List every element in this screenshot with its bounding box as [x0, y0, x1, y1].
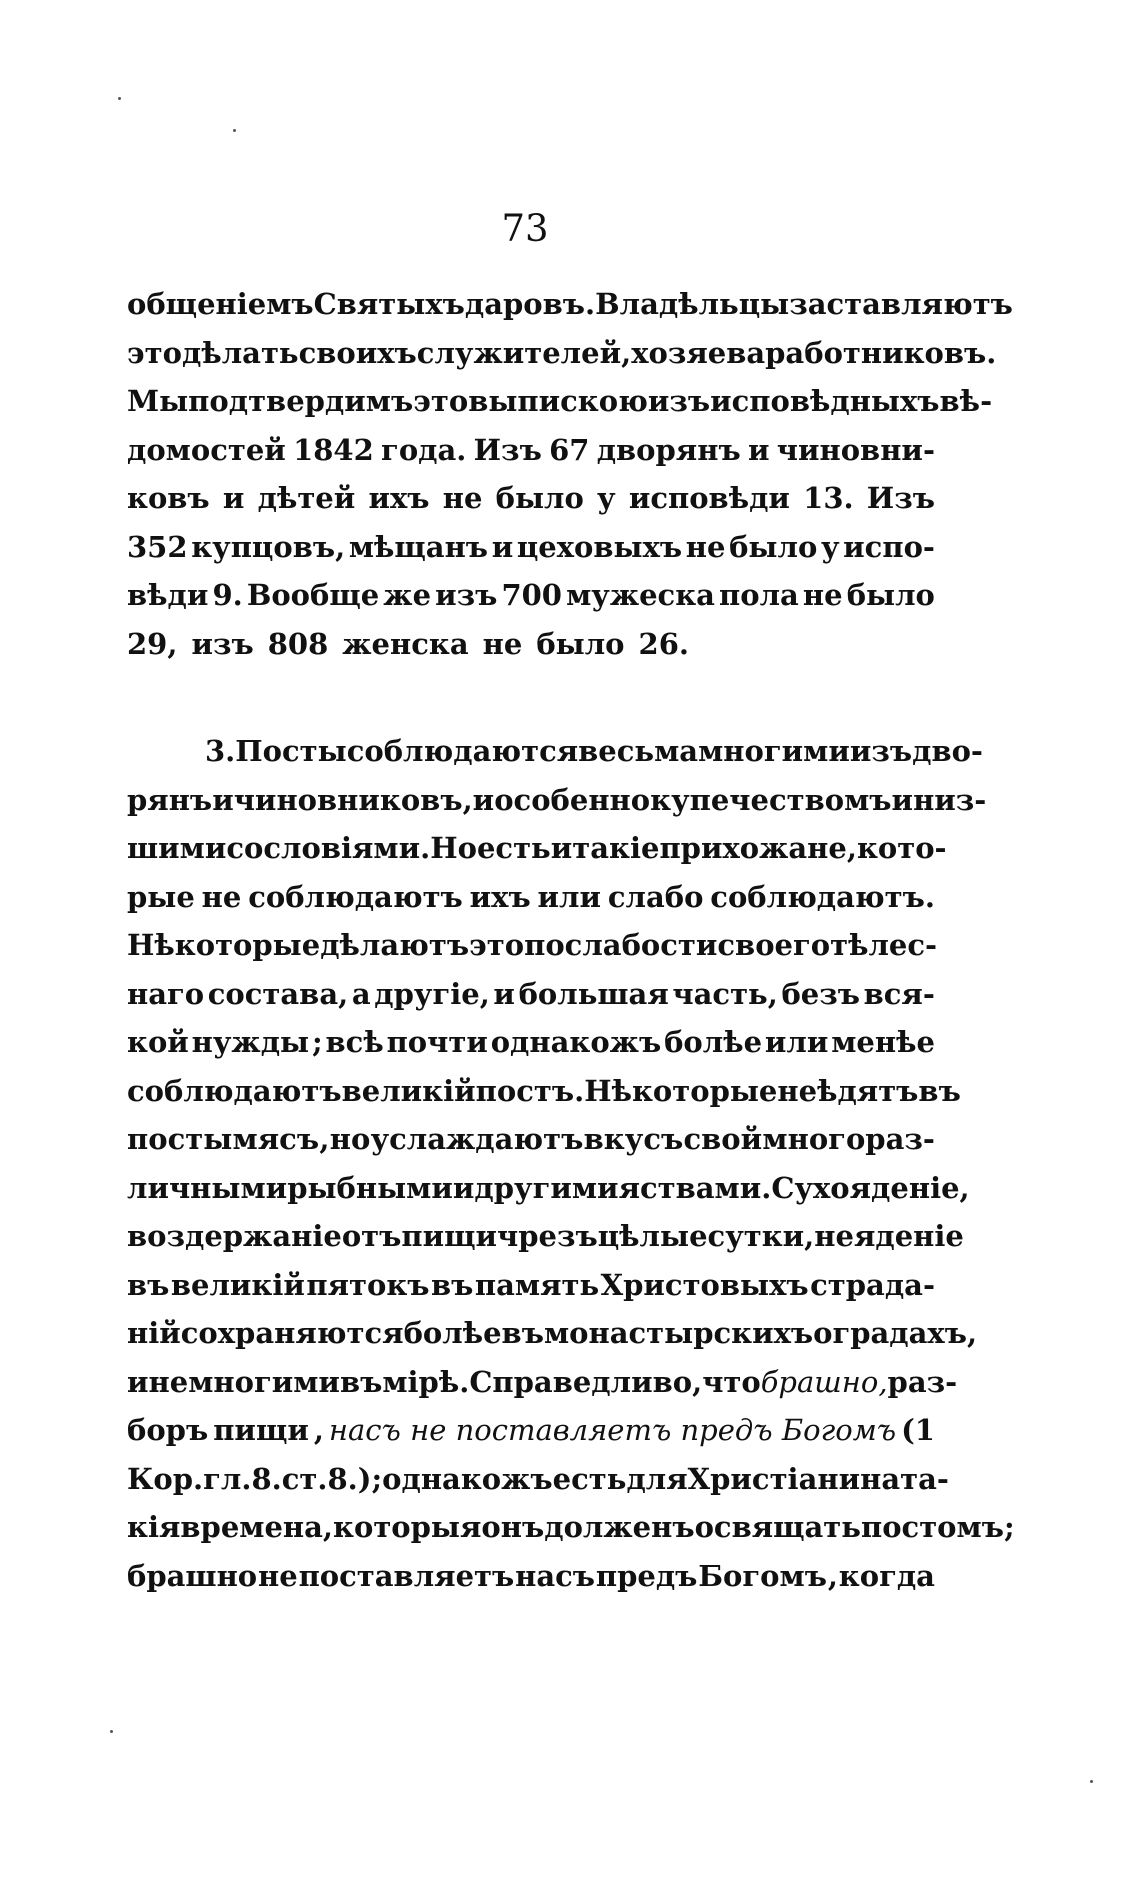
word: раз- — [887, 1364, 958, 1399]
word: слабо — [607, 879, 704, 914]
word: Сухояденіе, — [771, 1170, 970, 1205]
word: ковъ — [127, 481, 210, 515]
word: неяденіе — [814, 1219, 964, 1253]
word: не — [258, 1558, 298, 1593]
word: ѣдятъ — [817, 1073, 919, 1108]
word: брашно, — [760, 1364, 888, 1399]
word: отъ — [341, 1219, 402, 1253]
paragraph-2 — [127, 727, 1015, 1600]
word: по — [524, 928, 565, 962]
text-line — [127, 1164, 970, 1213]
word: исповѣди — [628, 481, 790, 515]
word: дворянъ — [596, 432, 741, 467]
word: работниковъ. — [765, 335, 997, 370]
word: пищи — [213, 1413, 309, 1447]
text-line — [127, 1406, 935, 1455]
word: брашно — [127, 1558, 258, 1593]
word: низ- — [913, 782, 987, 817]
text-line — [127, 1455, 949, 1504]
word: та- — [900, 1461, 949, 1496]
word: женска — [342, 626, 469, 661]
word: насъ не поставляетъ предъ Богомъ — [328, 1413, 897, 1447]
word: Нѣкоторые — [127, 928, 321, 962]
word: цеховыхъ — [516, 529, 683, 564]
word: у — [597, 481, 616, 515]
word: вся- — [863, 976, 935, 1011]
word: яствами. — [618, 1170, 772, 1205]
word: большая — [518, 976, 669, 1011]
text-line — [127, 329, 997, 378]
word: чиновниковъ, — [233, 782, 473, 817]
word: рые — [127, 879, 195, 914]
word: многораз- — [762, 1122, 935, 1156]
word: постъ. — [475, 1073, 585, 1108]
word: изъ — [647, 384, 711, 418]
text-line — [127, 727, 983, 776]
word: это — [413, 384, 469, 418]
text-line — [127, 1018, 935, 1067]
word: и — [472, 782, 495, 817]
word: , — [319, 1122, 330, 1156]
word: сутки, — [707, 1219, 815, 1253]
word: дѣлаютъ — [320, 928, 470, 962]
text-line — [127, 776, 987, 825]
word: весьма — [578, 734, 699, 768]
word: Посты — [235, 734, 347, 768]
word: не — [201, 879, 242, 914]
word: 26. — [638, 626, 689, 661]
word: 808 — [267, 626, 329, 661]
word: и — [747, 432, 770, 467]
word: изъ — [435, 578, 498, 612]
word: нужды — [191, 1025, 310, 1059]
word: Изъ — [866, 481, 935, 515]
word: въ — [431, 1267, 474, 1302]
word: въ — [918, 1073, 961, 1108]
word: подтвердимъ — [188, 384, 414, 418]
word: купцовъ, — [191, 529, 346, 564]
word: ст. — [281, 1461, 328, 1496]
word: которыя — [333, 1510, 482, 1544]
text-line — [127, 1358, 958, 1407]
text-line — [127, 1503, 1015, 1552]
text-line — [127, 1067, 961, 1116]
word: прихожане, — [659, 831, 857, 865]
word: многими — [698, 734, 850, 768]
word: шими — [127, 831, 227, 865]
word: но — [329, 1122, 371, 1156]
word: особенно — [494, 782, 651, 817]
word: дѣтей — [257, 481, 356, 515]
print-speck — [118, 97, 121, 100]
word: долженъ — [544, 1510, 695, 1544]
word: 13. — [803, 481, 854, 515]
word: пола — [719, 578, 799, 612]
word: купечествомъ — [650, 782, 892, 817]
word: и — [891, 782, 914, 817]
text-line — [127, 1309, 978, 1358]
word: дѣлать — [181, 335, 299, 370]
word: однакожъ — [490, 1025, 662, 1059]
word: Справедливо, — [469, 1364, 703, 1399]
word: вѣди — [127, 578, 209, 612]
word: не — [685, 529, 726, 564]
word: оградахъ, — [813, 1316, 978, 1350]
word: не — [482, 626, 523, 661]
word: 700 — [501, 578, 562, 612]
word: Вообще — [246, 578, 380, 612]
word: освящать — [694, 1510, 861, 1544]
word: 3. — [205, 734, 236, 768]
text-line — [127, 1261, 935, 1310]
word: въ — [339, 1364, 383, 1399]
word: почти — [386, 1025, 488, 1059]
word: однакожъ — [382, 1461, 553, 1496]
word: , — [827, 1558, 838, 1593]
word: Но — [430, 831, 477, 865]
word: что — [702, 1364, 761, 1399]
word: и — [212, 782, 234, 817]
text-line — [127, 523, 935, 572]
word: кой — [127, 1025, 189, 1059]
word: было — [729, 529, 818, 564]
word: Святыхъ — [313, 287, 465, 321]
word: менѣе — [831, 1025, 935, 1059]
word: Христіанина — [687, 1461, 901, 1496]
word: есть — [552, 1461, 627, 1496]
word: другими — [474, 1170, 619, 1205]
word: Нѣкоторые — [584, 1073, 778, 1108]
word: не — [802, 578, 843, 612]
word: заставляютъ — [789, 287, 1013, 321]
word: въ — [127, 1267, 170, 1302]
word: и — [452, 1170, 475, 1205]
word: рянъ — [127, 782, 213, 817]
print-speck — [110, 1730, 113, 1733]
word: 29, — [127, 626, 178, 661]
word: это — [469, 928, 525, 962]
word: соблюдаютъ. — [710, 879, 935, 914]
word: сохраняются — [180, 1316, 404, 1350]
word: такіе — [572, 831, 660, 865]
word: мясъ — [232, 1122, 320, 1156]
word: онъ — [481, 1510, 545, 1544]
word: же — [383, 578, 432, 612]
word: 8.); — [327, 1461, 383, 1496]
print-speck — [233, 129, 236, 132]
text-line — [127, 377, 993, 426]
print-speck — [1090, 1780, 1093, 1783]
word: цѣлые — [597, 1219, 708, 1253]
word: свой — [683, 1122, 763, 1156]
word: выпискою — [468, 384, 648, 418]
word: было — [495, 481, 584, 515]
page-number: 73 — [501, 207, 549, 250]
word: изъ — [849, 734, 913, 768]
text-line — [127, 474, 935, 523]
word: или — [537, 879, 601, 914]
text-line — [127, 571, 935, 620]
word: не — [777, 1073, 818, 1108]
word: Владѣльцы — [595, 287, 790, 321]
word: ихъ — [368, 481, 430, 515]
text-line — [127, 1212, 964, 1261]
word: 9. — [212, 578, 243, 612]
word: поставляетъ — [298, 1558, 515, 1593]
word: 352 — [127, 529, 188, 564]
word: предъ — [595, 1558, 698, 1593]
paragraph-1 — [127, 280, 1013, 668]
word: служителей, — [416, 335, 632, 370]
word: когда — [838, 1558, 935, 1593]
word: ; — [311, 1025, 323, 1059]
word: монастырскихъ — [543, 1316, 814, 1350]
word: года. — [381, 432, 467, 467]
word: 67 — [549, 432, 590, 467]
word: чиновни- — [776, 432, 935, 467]
word: постомъ; — [860, 1510, 1015, 1544]
word: слабости — [564, 928, 718, 962]
word: , — [313, 1413, 324, 1447]
word: сословіями. — [226, 831, 431, 865]
word: хозяева — [631, 335, 766, 370]
word: исповѣдныхъ — [710, 384, 940, 418]
word: чрезъ — [497, 1219, 598, 1253]
word: и — [493, 976, 515, 1011]
word: а — [351, 976, 371, 1011]
word: болѣе — [664, 1025, 763, 1059]
text-line — [127, 426, 935, 475]
word: тѣлес- — [830, 928, 938, 962]
word: 8. — [251, 1461, 282, 1496]
word: и — [222, 481, 245, 515]
word: своего — [717, 928, 831, 962]
word: и — [550, 831, 573, 865]
word: кото- — [856, 831, 947, 865]
word: часть, — [672, 976, 778, 1011]
text-line — [127, 970, 935, 1019]
word: ихъ — [469, 879, 531, 914]
text-line — [127, 921, 938, 970]
word: для — [626, 1461, 688, 1496]
word: состава, — [207, 976, 349, 1011]
word: пищи — [401, 1219, 498, 1253]
word: домостей — [127, 432, 286, 467]
word: другіе, — [374, 976, 490, 1011]
word: было — [536, 626, 625, 661]
word: боръ — [127, 1413, 209, 1447]
word: Христовыхъ — [600, 1267, 809, 1302]
word: немногими — [148, 1364, 340, 1399]
word: или — [764, 1025, 829, 1059]
word: въ — [501, 1316, 544, 1350]
word: великій — [170, 1267, 305, 1302]
word: воздержаніе — [127, 1219, 342, 1253]
word: общеніемъ — [127, 287, 314, 321]
word: это — [127, 335, 182, 370]
word: личными — [127, 1170, 288, 1205]
word: есть — [476, 831, 551, 865]
word: Мы — [127, 384, 189, 418]
word: Богомъ — [698, 1558, 827, 1593]
text-line — [127, 1552, 935, 1601]
word: соблюдаютъ — [248, 879, 463, 914]
word: мѣщанъ — [348, 529, 489, 564]
text-line — [127, 1115, 935, 1164]
word: всѣ — [325, 1025, 384, 1059]
word: соблюдаются — [346, 734, 579, 768]
text-line — [127, 620, 935, 669]
word: испо- — [843, 529, 935, 564]
word: пятокъ — [306, 1267, 430, 1302]
word: насъ — [515, 1558, 596, 1593]
word: своихъ — [298, 335, 417, 370]
word: мірѣ. — [382, 1364, 470, 1399]
word: наго — [127, 976, 205, 1011]
word: времена, — [180, 1510, 334, 1544]
word: вкусъ — [583, 1122, 684, 1156]
word: вѣ- — [939, 384, 993, 418]
text-line — [127, 280, 1013, 329]
word: рыбными — [287, 1170, 453, 1205]
word: 1842 — [293, 432, 374, 467]
word: услаждаютъ — [370, 1122, 584, 1156]
text-line — [127, 873, 935, 922]
word: великій — [341, 1073, 476, 1108]
word: мужеска — [566, 578, 715, 612]
word: и — [127, 1364, 149, 1399]
word: ній — [127, 1316, 181, 1350]
word: гл. — [203, 1461, 252, 1496]
word: и — [491, 529, 514, 564]
word: страда- — [810, 1267, 935, 1302]
word: у — [820, 529, 840, 564]
word: безъ — [781, 976, 860, 1011]
word: посты — [127, 1122, 233, 1156]
word: изъ — [191, 626, 254, 661]
word: было — [846, 578, 935, 612]
word: память — [474, 1267, 600, 1302]
word: соблюдаютъ — [127, 1073, 342, 1108]
word: (1 — [901, 1413, 935, 1447]
word: дво- — [912, 734, 983, 768]
word: кія — [127, 1510, 181, 1544]
word: Изъ — [473, 432, 542, 467]
word: Кор. — [127, 1461, 204, 1496]
word: болѣе — [403, 1316, 502, 1350]
text-line — [127, 824, 947, 873]
word: не — [442, 481, 483, 515]
word: даровъ. — [464, 287, 596, 321]
